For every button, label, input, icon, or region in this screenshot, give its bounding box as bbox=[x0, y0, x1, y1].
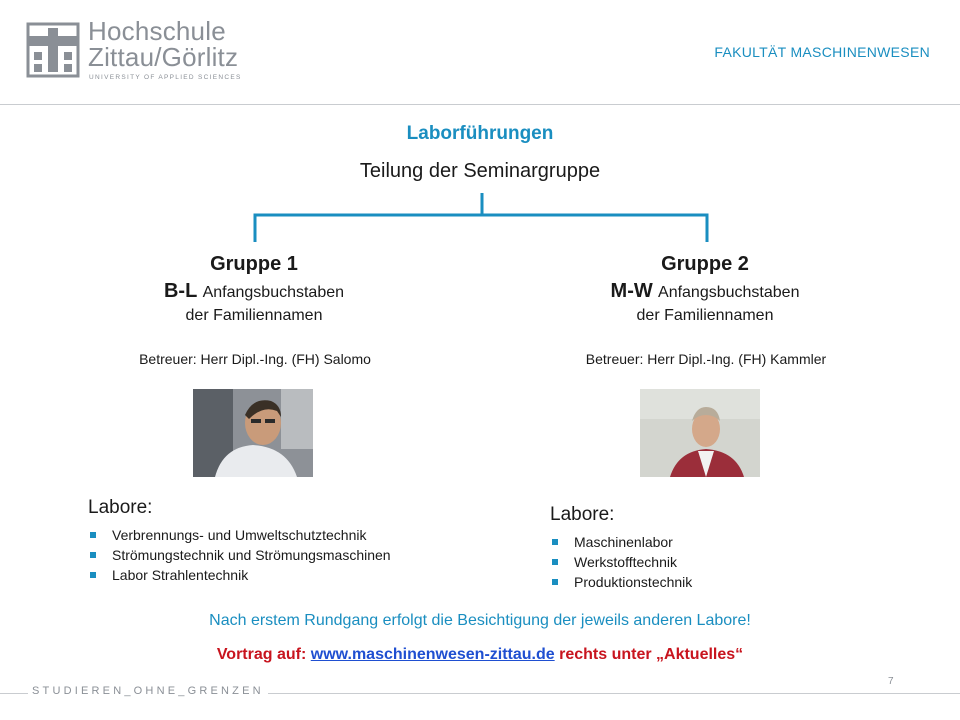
group-1-line2: der Familiennamen bbox=[185, 307, 323, 324]
footer-slogan: STUDIEREN_OHNE_GRENZEN bbox=[28, 685, 268, 697]
logo-subtitle: UNIVERSITY OF APPLIED SCIENCES bbox=[89, 74, 242, 81]
page-number: 7 bbox=[888, 676, 894, 687]
list-item: Verbrennungs- und Umweltschutztechnik bbox=[88, 525, 391, 545]
logo-mark-icon bbox=[26, 22, 80, 78]
group-2-header bbox=[525, 253, 885, 325]
presentation-note bbox=[0, 646, 960, 664]
university-logo bbox=[26, 18, 246, 82]
list-item: Werkstofftechnik bbox=[550, 552, 692, 572]
supervisor-1-photo bbox=[193, 389, 313, 477]
group-1-letters: B-L bbox=[163, 280, 198, 302]
group-1-range-suffix: Anfangsbuchstaben bbox=[202, 284, 345, 301]
logo-name-line1: Hochschule bbox=[88, 16, 226, 46]
group-2-range bbox=[525, 280, 885, 303]
group-2-labs bbox=[550, 504, 692, 592]
group-split-connector bbox=[0, 190, 960, 250]
group-1-labs-title: Labore: bbox=[88, 497, 153, 518]
presentation-suffix: rechts unter „Aktuelles“ bbox=[559, 646, 744, 663]
group-2-labs-title: Labore: bbox=[550, 504, 615, 525]
tour-note: Nach erstem Rundgang erfolgt die Besichtigung der jeweils anderen Labore! bbox=[209, 612, 751, 629]
faculty-website-link[interactable]: www.maschinenwesen-zittau.de bbox=[310, 646, 555, 663]
group-1-labs-list bbox=[88, 525, 391, 585]
group-1-labs bbox=[88, 497, 391, 585]
faculty-label: FAKULTÄT MASCHINENWESEN bbox=[714, 44, 930, 60]
header-divider bbox=[0, 104, 960, 105]
group-2-line2: der Familiennamen bbox=[636, 307, 774, 324]
logo-name-line2: Zittau/Görlitz bbox=[88, 42, 239, 72]
group-2-letters: M-W bbox=[610, 280, 653, 302]
list-item: Produktionstechnik bbox=[550, 572, 692, 592]
group-2-range-suffix: Anfangsbuchstaben bbox=[658, 284, 800, 301]
group-2-labs-list bbox=[550, 532, 692, 592]
group-1-title: Gruppe 1 bbox=[210, 253, 298, 275]
group-1-range bbox=[74, 280, 434, 303]
group-1-header bbox=[74, 253, 434, 325]
presentation-prefix: Vortrag auf: bbox=[216, 646, 307, 663]
list-item: Labor Strahlentechnik bbox=[88, 565, 391, 585]
group-2-supervisor: Betreuer: Herr Dipl.-Ing. (FH) Kammler bbox=[585, 351, 827, 367]
page-title: Laborführungen bbox=[406, 123, 554, 144]
group-2-title: Gruppe 2 bbox=[661, 253, 749, 275]
page-subtitle: Teilung der Seminargruppe bbox=[359, 160, 601, 182]
supervisor-2-photo bbox=[640, 389, 760, 477]
group-1-supervisor: Betreuer: Herr Dipl.-Ing. (FH) Salomo bbox=[139, 351, 371, 367]
list-item: Strömungstechnik und Strömungsmaschinen bbox=[88, 545, 391, 565]
list-item: Maschinenlabor bbox=[550, 532, 692, 552]
